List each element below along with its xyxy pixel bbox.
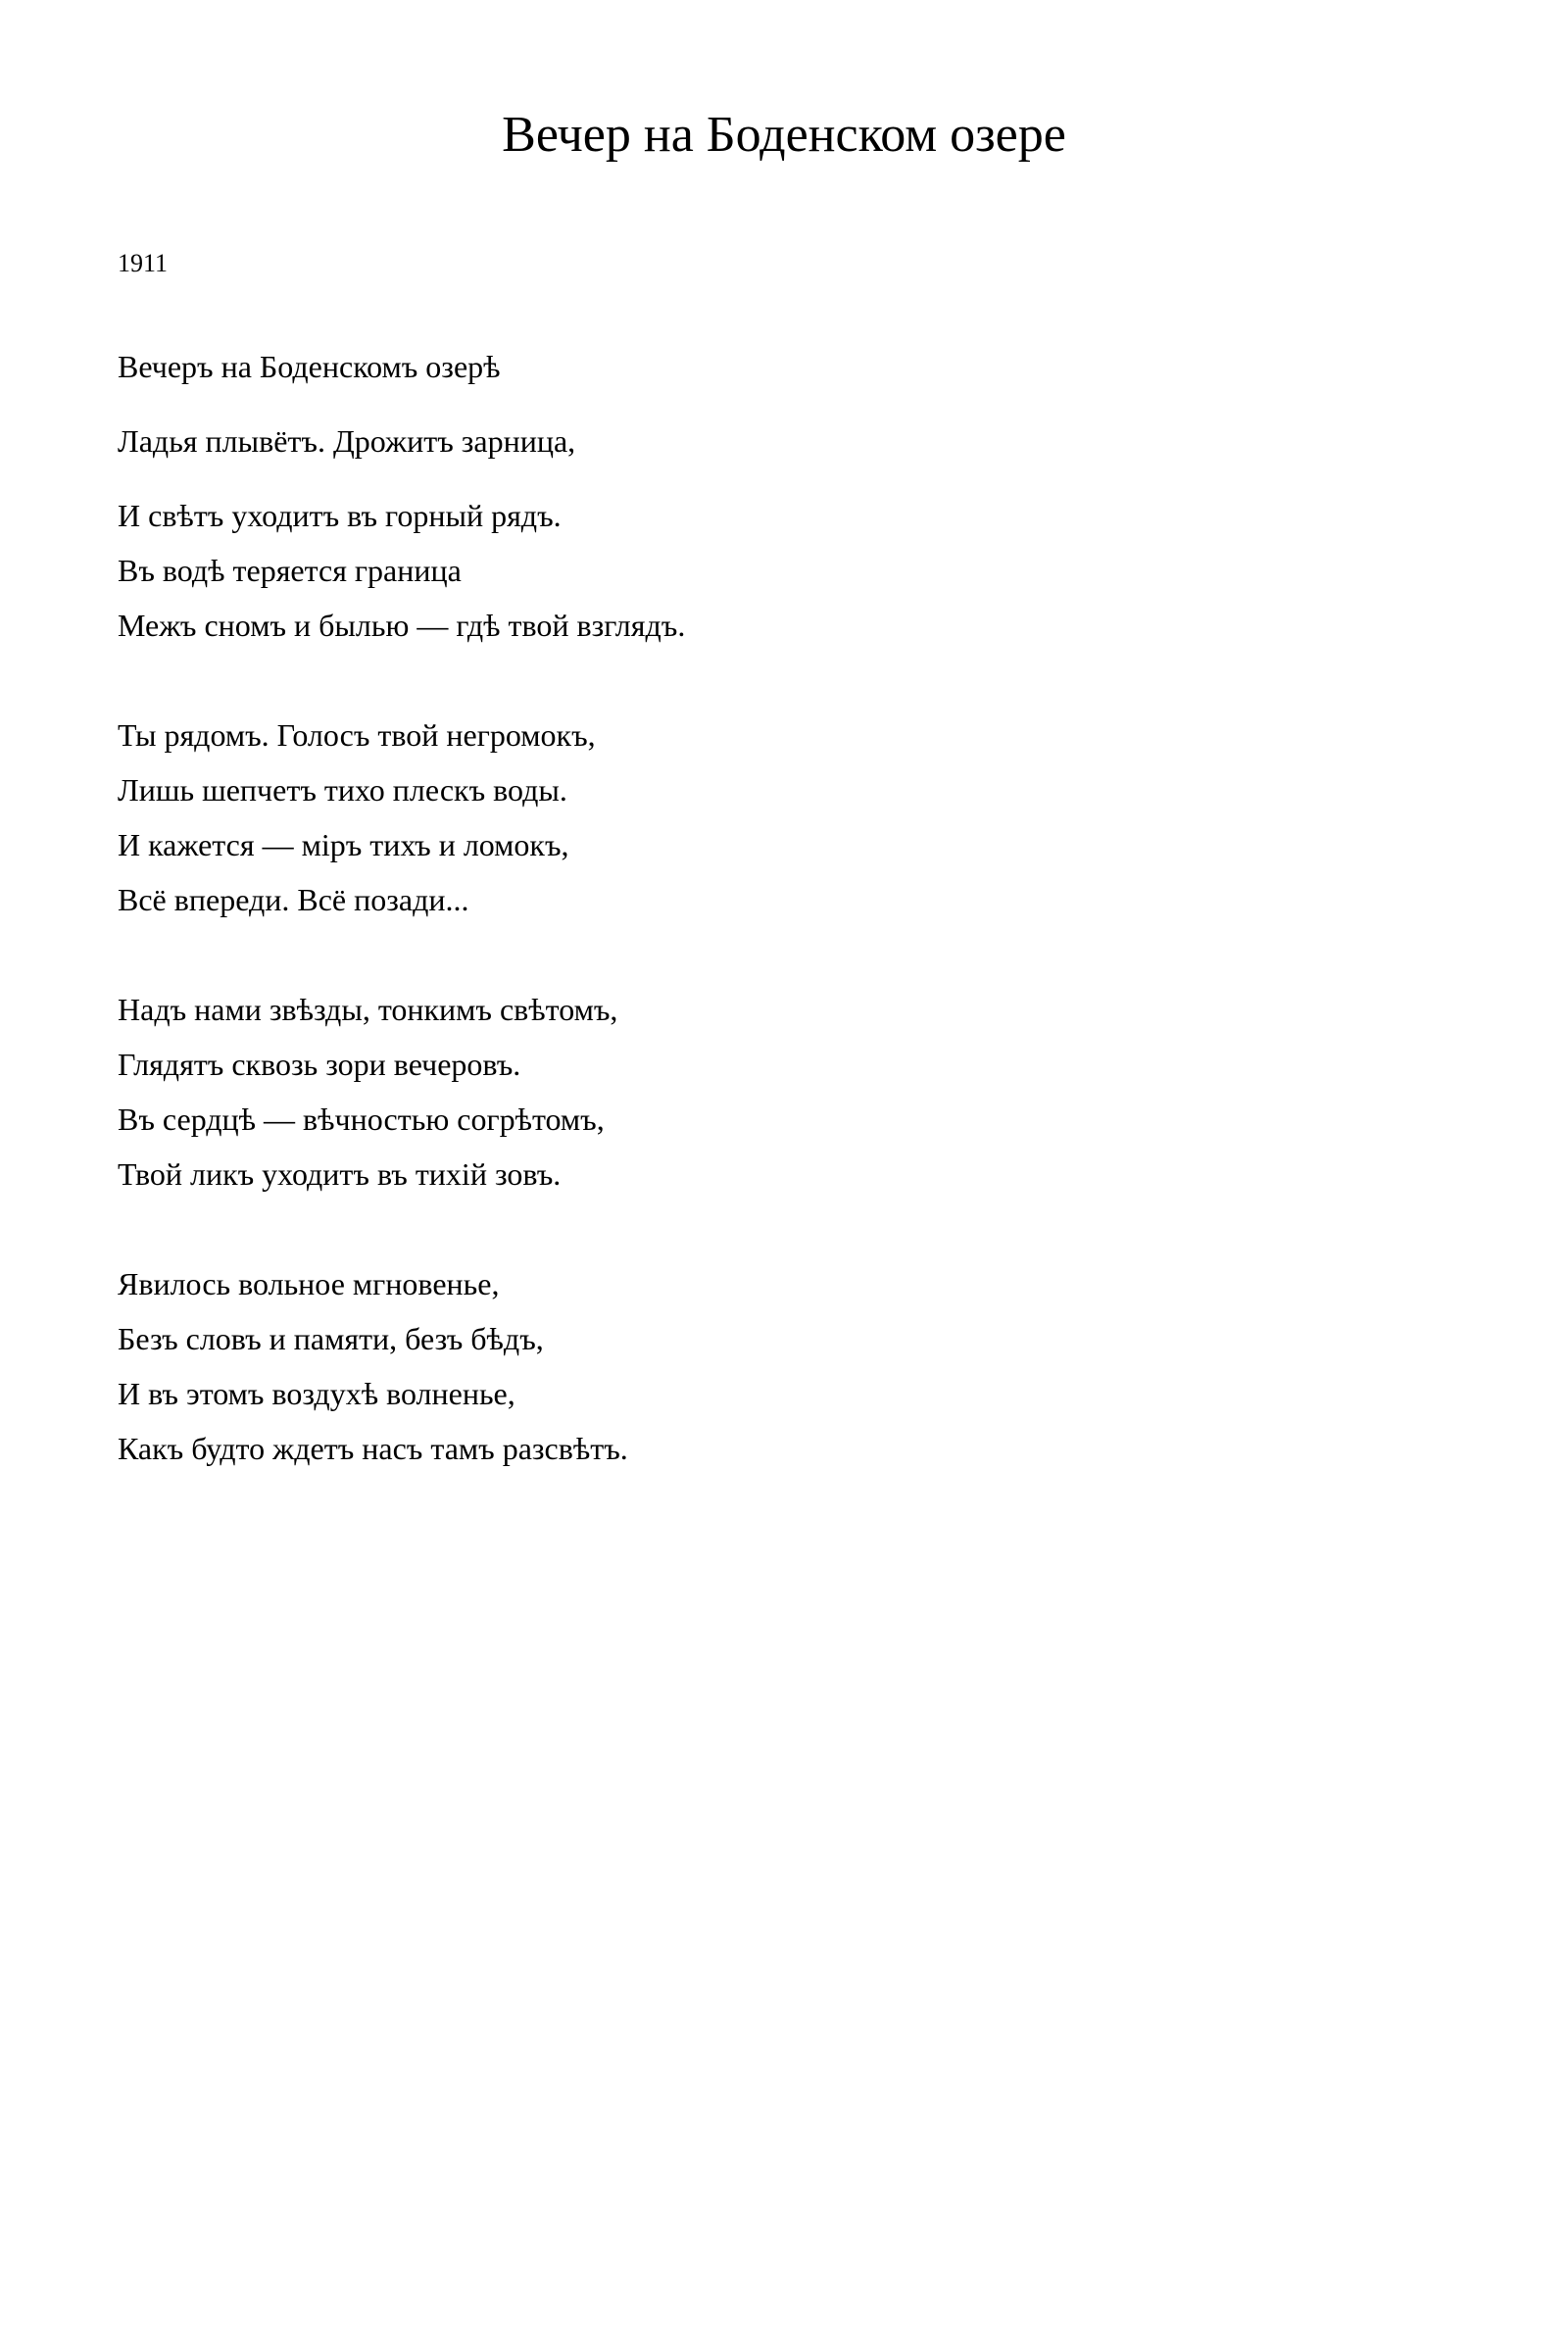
poem-body (118, 339, 1490, 1476)
poem-line: Въ водѣ теряется граница (118, 553, 462, 588)
poem-line: Межъ сномъ и былью — гдѣ твой взглядъ. (118, 608, 686, 643)
poem-line: Въ сердцѣ — вѣчностью согрѣтомъ, (118, 1102, 605, 1137)
stanza-2 (118, 708, 1490, 927)
poem-line: Безъ словъ и памяти, безъ бѣдъ, (118, 1321, 544, 1356)
poem-line: Лишь шепчетъ тихо плескъ воды. (118, 772, 567, 808)
stanza-1 (118, 488, 1490, 653)
poem-line: Какъ будто ждетъ насъ тамъ разсвѣтъ. (118, 1431, 628, 1466)
stanza-4 (118, 1256, 1490, 1476)
poem-line: Ты рядомъ. Голосъ твой негромокъ, (118, 717, 596, 753)
poem-line: И кажется — міръ тихъ и ломокъ, (118, 827, 569, 862)
poem-line: Явилось вольное мгновенье, (118, 1266, 500, 1301)
poem-line: Всё впереди. Всё позади... (118, 882, 469, 917)
poem-line: Твой ликъ уходитъ въ тихій зовъ. (118, 1156, 562, 1192)
poem-line: И въ этомъ воздухѣ волненье, (118, 1376, 515, 1411)
stanza-3 (118, 982, 1490, 1201)
poem-line: И свѣтъ уходитъ въ горный рядъ. (118, 498, 562, 533)
poem-line: Надъ нами звѣзды, тонкимъ свѣтомъ, (118, 992, 618, 1027)
year-label: 1911 (118, 249, 169, 277)
page-title: Вечер на Боденском озере (502, 107, 1066, 163)
poem-title: Вечеръ на Боденскомъ озерѣ (118, 349, 501, 384)
poem-first-line: Ладья плывётъ. Дрожитъ зарница, (118, 423, 576, 459)
poem-line: Глядятъ сквозь зори вечеровъ. (118, 1047, 521, 1082)
